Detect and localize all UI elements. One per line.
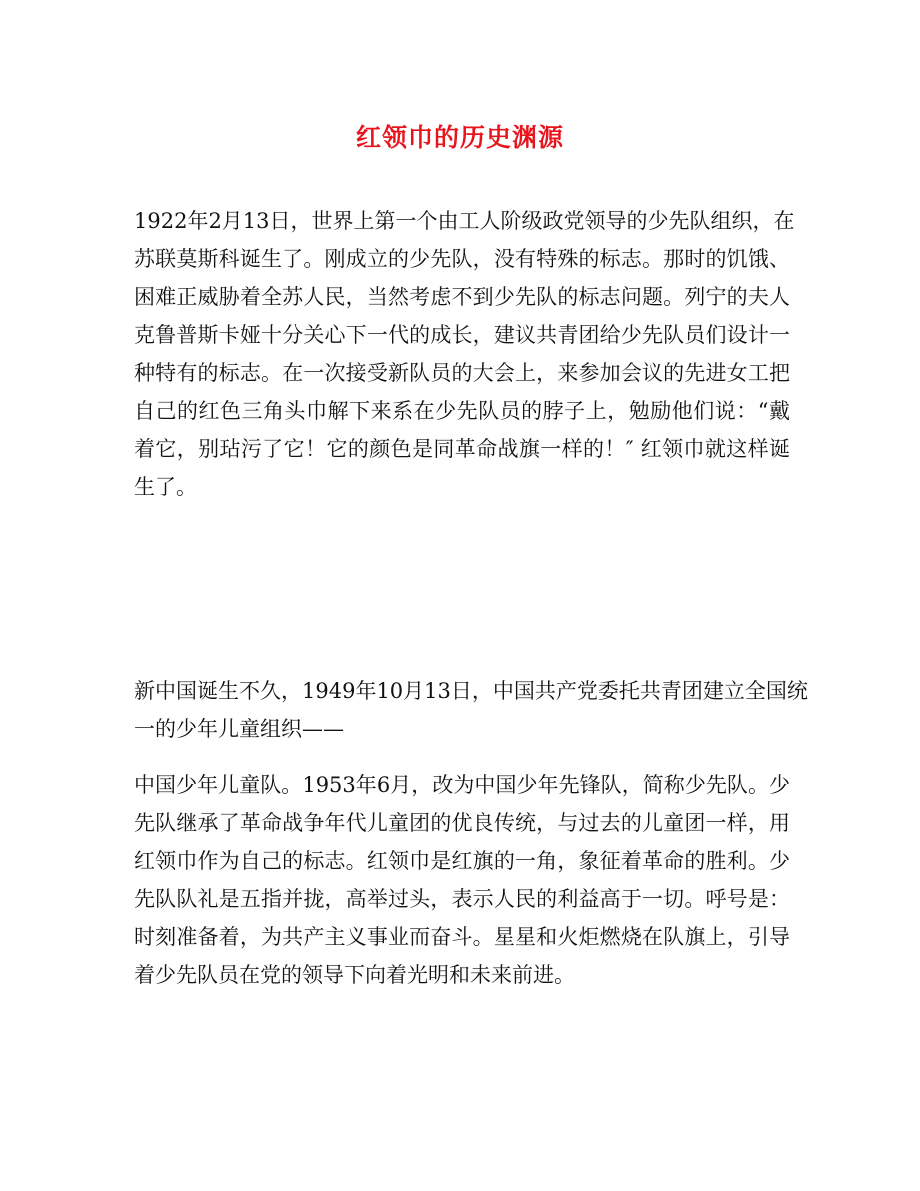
paragraph-line: 着它，别玷污了它！它的颜色是同革命战旗一样的！″ 红领巾就这样诞: [134, 437, 790, 461]
paragraph-line: 新中国诞生不久，1949年10月13日，中国共产党委托共青团建立全国统: [134, 679, 808, 703]
paragraph-line: 苏联莫斯科诞生了。刚成立的少先队，没有特殊的标志。那时的饥饿、: [134, 247, 790, 271]
paragraph-line: 一的少年儿童组织——: [134, 717, 344, 741]
paragraph-line: 红领巾作为自己的标志。红领巾是红旗的一角，象征着革命的胜利。少: [134, 849, 790, 873]
paragraph-new-china: [134, 672, 808, 748]
paragraph-line: 时刻准备着，为共产主义事业而奋斗。星星和火炬燃烧在队旗上，引导: [134, 925, 790, 949]
paragraph-line: 自己的红色三角头巾解下来系在少先队员的脖子上，勉励他们说：“戴: [134, 399, 790, 423]
paragraph-line: 中国少年儿童队。1953年6月，改为中国少年先锋队，简称少先队。少: [134, 773, 790, 797]
paragraph-line: 1922年2月13日，世界上第一个由工人阶级政党领导的少先队组织，在: [134, 209, 795, 233]
paragraph-line: 克鲁普斯卡娅十分关心下一代的成长，建议共青团给少先队员们设计一: [134, 323, 790, 347]
paragraph-young-pioneers: [134, 766, 790, 994]
paragraph-line: 困难正威胁着全苏人民，当然考虑不到少先队的标志问题。列宁的夫人: [134, 285, 790, 309]
paragraph-line: 先队继承了革命战争年代儿童团的优良传统，与过去的儿童团一样，用: [134, 811, 790, 835]
paragraph-line: 种特有的标志。在一次接受新队员的大会上，来参加会议的先进女工把: [134, 361, 790, 385]
paragraph-line: 生了。: [134, 475, 197, 499]
paragraph-origin: [134, 202, 795, 506]
paragraph-line: 先队队礼是五指并拢，高举过头，表示人民的利益高于一切。呼号是：: [134, 887, 790, 911]
page-title: 红领巾的历史渊源: [355, 123, 564, 152]
paragraph-line: 着少先队员在党的领导下向着光明和未来前进。: [134, 963, 575, 987]
